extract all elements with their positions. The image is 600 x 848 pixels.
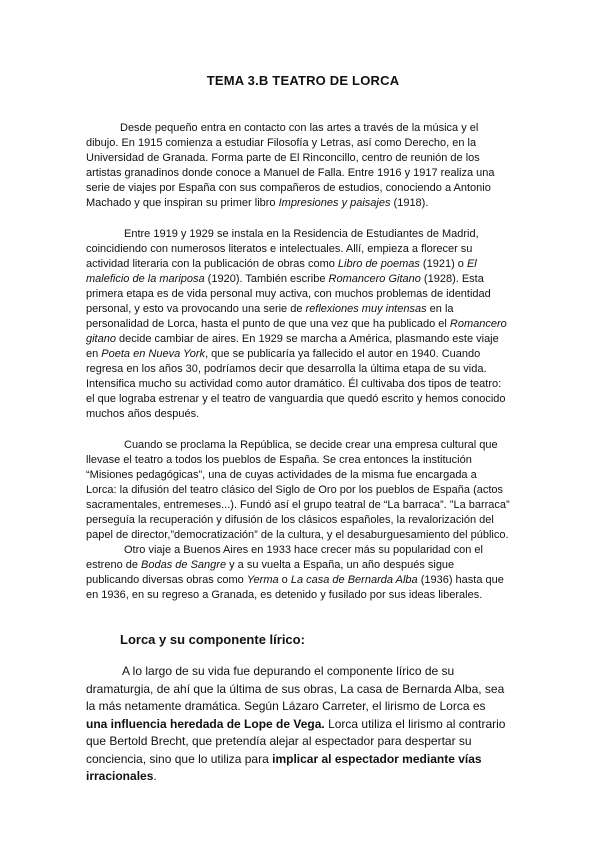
text-span: Desde pequeño entra en contacto con las artes a través de la música y el dibujo. En 1915 comienza a estudiar Filosofía y Letras, así como Derecho, en la Universidad de Granada. Forma parte de El Rinconcillo, centro de reunión de los artistas granadinos donde conoce a Manuel de Falla. Entre 1916 y 1917 realiza una serie de viajes por España con sus compañeros de estudios, conociendo a Antonio Machado y que inspiran su primer libro bbox=[86, 122, 495, 209]
text-span: en la personalidad de Lorca, hasta el punto de que una vez que ha publicado el bbox=[86, 303, 454, 330]
paragraph-madrid bbox=[86, 227, 510, 422]
text-span: Cuando se proclama la República, se decide crear una empresa cultural que llevase el teatro a todos los pueblos de España. Se crea entonces la institución “Misiones pedagógicas”, una de cuyas actividades de la misma fue encargada a Lorca: la difusión del teatro clásico del Siglo de Oro por los pueblos de España (actos sacramentales, entremeses...). Fundó así el grupo teatral de “La barraca”. ”La barraca” perseguía la recuperación y difusión de los clásicos españoles, la revalorización del papel de director,”democratización” de la cultura, y el desaburguesamiento del público. bbox=[86, 439, 510, 541]
book-title: Bodas de Sangre bbox=[141, 559, 227, 571]
book-title: La casa de Bernarda Alba bbox=[290, 574, 418, 586]
text-span: (1928). Esta primera etapa es de vida personal muy activa, con muchos problemas de identidad personal, y esto va provocando una serie de bbox=[86, 273, 491, 315]
document-title: TEMA 3.B TEATRO DE LORCA bbox=[206, 73, 400, 88]
paragraph-buenos-aires bbox=[86, 543, 510, 603]
text-span: A lo largo de su vida fue depurando el componente lírico de su dramaturgia, de ahí que la última de sus obras, La casa de Bernarda Alba, sea la más netamente dramática. Según Lázaro Carreter, el lirismo de Lorca es bbox=[86, 664, 505, 713]
book-title: Romancero Gitano bbox=[328, 273, 421, 285]
text-span: (1918). bbox=[390, 197, 429, 209]
text-span: y a su vuelta a España, un año después sigue publicando diversas obras como bbox=[86, 559, 455, 586]
paragraph-republica bbox=[86, 438, 510, 543]
bold-phrase: una influencia heredada de Lope de Vega. bbox=[86, 716, 325, 731]
text-span: Otro viaje a Buenos Aires en 1933 hace crecer más su popularidad con el estreno de bbox=[86, 544, 483, 571]
emphasis: reflexiones muy intensas bbox=[305, 303, 427, 315]
book-title: Poeta en Nueva York bbox=[101, 348, 206, 360]
text-span: o bbox=[278, 574, 291, 586]
book-title: Impresiones y paisajes bbox=[278, 197, 391, 209]
text-span: (1921) o bbox=[419, 258, 467, 270]
book-title: Yerma bbox=[246, 574, 279, 586]
paragraph-biography bbox=[86, 121, 510, 211]
text-span: . bbox=[153, 769, 157, 783]
text-span: decide cambiar de aires. En 1929 se marcha a América, plasmando este viaje en bbox=[86, 333, 499, 360]
text-span: Entre 1919 y 1929 se instala en la Residencia de Estudiantes de Madrid, coincidiendo con numerosos literatos e intelectuales. Allí, empieza a florecer su actividad literaria con la publicación de obras como bbox=[86, 228, 479, 270]
bold-phrase: implicar al espectador mediante vías irracionales bbox=[86, 751, 482, 783]
section-subtitle: Lorca y su componente lírico: bbox=[120, 632, 305, 647]
text-span: Lorca utiliza el lirismo al contrario que Bertold Brecht, que pretendía alejar al espectador para despertar su conciencia, sino que lo utiliza para bbox=[86, 716, 506, 766]
book-title: El maleficio de la mariposa bbox=[86, 258, 477, 285]
text-span: (1920). También escribe bbox=[204, 273, 329, 285]
text-span: (1936) hasta que en 1936, en su regreso a Granada, es detenido y fusilado por sus ideas liberales. bbox=[86, 574, 504, 601]
book-title: Libro de poemas bbox=[337, 258, 420, 270]
book-title: Romancero gitano bbox=[86, 318, 507, 345]
text-span: , que se publicaría ya fallecido el autor en 1940. Cuando regresa en los años 30, podríamos decir que desarrolla la última etapa de su vida. Intensifica mucho su actividad como autor dramático. Él cultivaba dos tipos de teatro: el que lograba estrenar y el teatro de vanguardia que quedó escrito y hemos conocido muchos años después. bbox=[86, 348, 506, 420]
paragraph-lirico bbox=[86, 663, 510, 786]
